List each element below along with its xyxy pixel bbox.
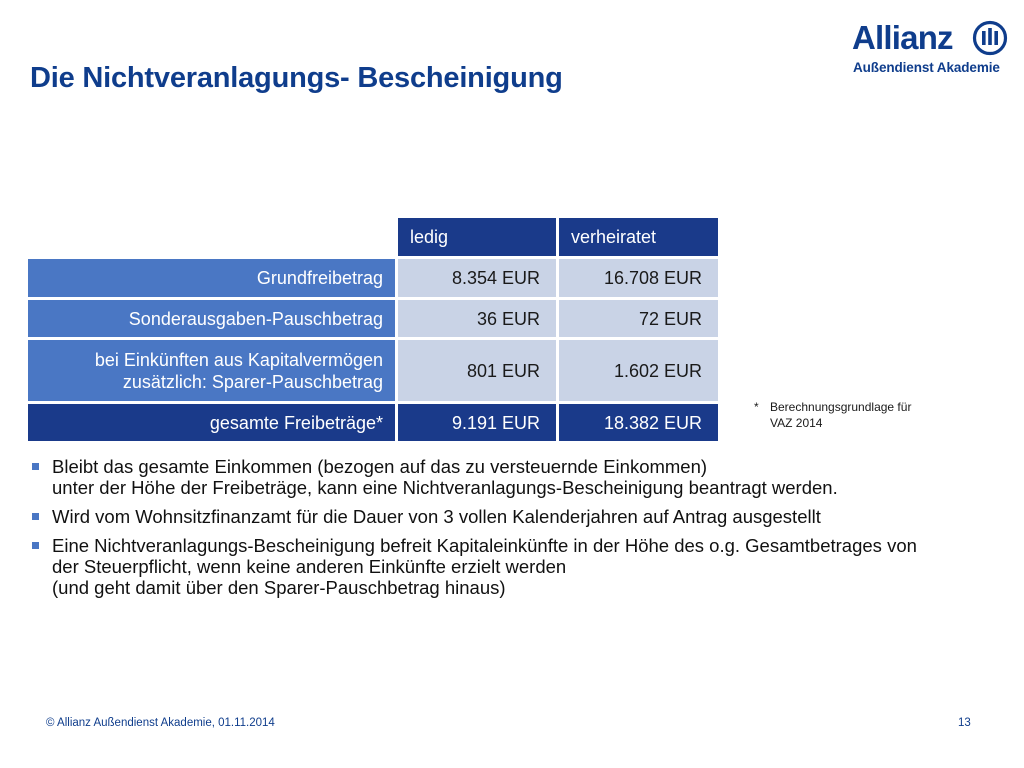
row-label-gesamt: gesamte Freibeträge* bbox=[28, 404, 395, 441]
bullet-marker bbox=[32, 513, 39, 520]
bullet-line: Wird vom Wohnsitzfinanzamt für die Dauer von 3 vollen Kalenderjahren auf Antrag ausgestellt bbox=[52, 506, 821, 527]
bullet-item bbox=[32, 535, 992, 598]
row-label-kapitalvermoegen bbox=[28, 340, 395, 401]
bullet-line: Bleibt das gesamte Einkommen (bezogen auf das zu versteuernde Einkommen) bbox=[52, 456, 708, 477]
bullet-item bbox=[32, 456, 992, 498]
value-gesamt-ledig: 9.191 EUR bbox=[398, 404, 556, 441]
bullet-marker bbox=[32, 542, 39, 549]
page-number: 13 bbox=[958, 717, 971, 729]
value-kapitalvermoegen-ledig: 801 EUR bbox=[398, 340, 556, 401]
value-grundfreibetrag-ledig: 8.354 EUR bbox=[398, 259, 556, 297]
value-grundfreibetrag-verheiratet: 16.708 EUR bbox=[559, 259, 718, 297]
row-label-sonderausgaben: Sonderausgaben-Pauschbetrag bbox=[28, 300, 395, 337]
footer-copyright: © Allianz Außendienst Akademie, 01.11.2014 bbox=[46, 717, 275, 729]
bullet-line: (und geht damit über den Sparer-Pauschbetrag hinaus) bbox=[52, 577, 506, 598]
bullet-line: Eine Nichtveranlagungs-Bescheinigung befreit Kapitaleinkünfte in der Höhe des o.g. Gesamtbetrages von bbox=[52, 535, 917, 556]
allianz-logo bbox=[852, 18, 1004, 78]
bullet-marker bbox=[32, 463, 39, 470]
row-label-kapitalvermoegen-line2: zusätzlich: Sparer-Pauschbetrag bbox=[122, 371, 383, 392]
bullet-line: unter der Höhe der Freibeträge, kann eine Nichtveranlagungs-Bescheinigung beantragt werden. bbox=[52, 477, 838, 498]
logo-subtitle: Außendienst Akademie bbox=[853, 60, 1000, 75]
allianz-eagle-icon bbox=[972, 20, 1008, 56]
footnote-line: VAZ 2014 bbox=[770, 416, 823, 430]
value-sonderausgaben-ledig: 36 EUR bbox=[398, 300, 556, 337]
column-header-verheiratet: verheiratet bbox=[559, 218, 718, 256]
bullet-item bbox=[32, 506, 992, 527]
row-label-grundfreibetrag: Grundfreibetrag bbox=[28, 259, 395, 297]
logo-brand-text: Allianz bbox=[852, 19, 953, 56]
row-label-kapitalvermoegen-line1: bei Einkünften aus Kapitalvermögen bbox=[94, 349, 383, 370]
bullet-list bbox=[32, 456, 992, 606]
slide-title: Die Nichtveranlagungs- Bescheinigung bbox=[30, 62, 563, 94]
value-kapitalvermoegen-verheiratet: 1.602 EUR bbox=[559, 340, 718, 401]
value-gesamt-verheiratet: 18.382 EUR bbox=[559, 404, 718, 441]
column-header-ledig: ledig bbox=[398, 218, 556, 256]
footnote-line: Berechnungsgrundlage für bbox=[770, 400, 912, 414]
value-sonderausgaben-verheiratet: 72 EUR bbox=[559, 300, 718, 337]
bullet-line: der Steuerpflicht, wenn keine anderen Einkünfte erzielt werden bbox=[52, 556, 567, 577]
footnote-marker: * bbox=[754, 400, 759, 414]
